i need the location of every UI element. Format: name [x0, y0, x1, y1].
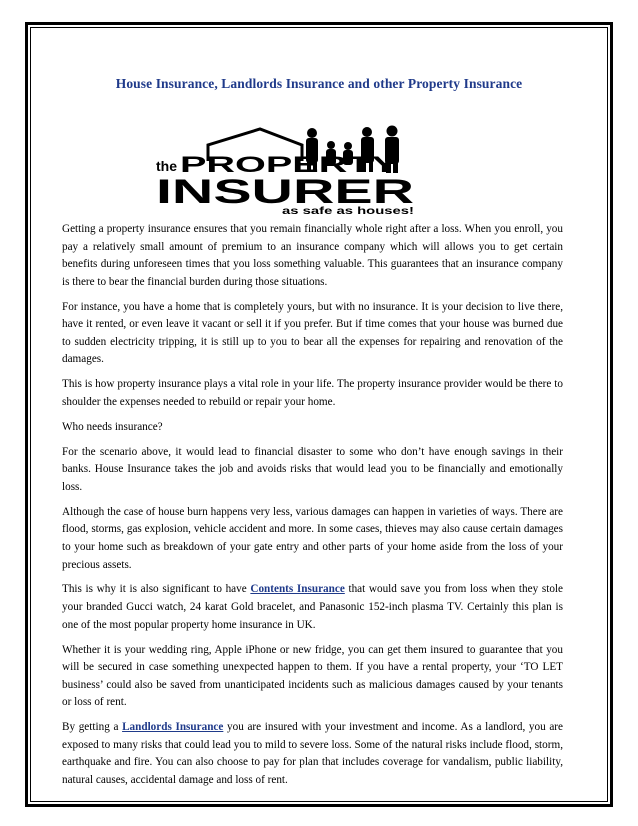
paragraph: This is how property insurance plays a vital role in your life. The property insurance provider would be there to shoulder the expenses needed to rebuild or repair your home.	[62, 378, 563, 408]
document-title: House Insurance, Landlords Insurance and other Property Insurance	[115, 76, 523, 91]
logo-line1: PROPERTY	[180, 152, 399, 177]
paragraph	[62, 581, 563, 634]
paragraph: For the scenario above, it would lead to financial disaster to some who don’t have enough savings in their banks. House Insurance takes the job and avoids risks that would lead you to be financially and emotionally loss.	[62, 445, 563, 493]
logo-tagline: as safe as houses!	[282, 206, 414, 215]
paragraph-text: This is why it is also significant to have	[62, 583, 251, 596]
section-question: Who needs insurance?	[62, 420, 163, 433]
property-insurer-logo	[150, 123, 422, 215]
logo-prefix: the	[156, 158, 177, 174]
document-body	[62, 221, 563, 797]
contents-insurance-link[interactable]: Contents Insurance	[250, 583, 345, 596]
paragraph	[62, 719, 563, 789]
paragraph-text: By getting a	[62, 721, 123, 734]
logo-line2: INSURER	[156, 173, 414, 211]
paragraph: Whether it is your wedding ring, Apple iPhone or new fridge, you can get them insured to guarantee that you will be secured in case something unexpected happen to them. If you have a rental property, your ‘TO LET business’ could also be saved from unanticipated incidents such as malicious damages caused by your tenants or loss of rent.	[62, 643, 563, 709]
paragraph: Although the case of house burn happens very less, various damages can happen in varieties of ways. There are flood, storms, gas explosion, vehicle accident and more. In some cases, thieves may also cause certain damages to your home such as breakdown of your gate entry and other parts of your home aside from the loss of your precious assets.	[62, 505, 563, 571]
paragraph: For instance, you have a home that is completely yours, but with no insurance. It is your decision to live there, have it rented, or even leave it vacant or sell it if you prefer. But if time comes that your house was burned due to sudden electricity tripping, it is still up to you to bear all the expenses for repairing and renovation of the damages.	[62, 300, 563, 366]
landlords-insurance-link[interactable]: Landlords Insurance	[122, 721, 224, 734]
paragraph-text: that would save you from loss when they stole your branded Gucci watch, 24 karat Gold bracelet, and Panasonic 152-inch plasma TV. Certainly this plan is one of the most popular property home insurance in UK.	[62, 583, 563, 631]
paragraph-text: you are insured with your investment and income. As a landlord, you are exposed to many risks that could lead you to mild to severe loss. Some of the natural risks include flood, storm, earthquake and fire. You can also choose to pay for plan that includes coverage for vandalism, public liability, natural causes, accidental damage and loss of rent.	[62, 721, 564, 786]
paragraph: Getting a property insurance ensures that you remain financially whole right after a loss. When you enroll, you pay a relatively small amount of premium to an insurance company which will allows you to get certain benefits during unforeseen times that you loss something valuable. This guarantees that an insurance company is there to bear the financial burden during those situations.	[62, 223, 563, 288]
